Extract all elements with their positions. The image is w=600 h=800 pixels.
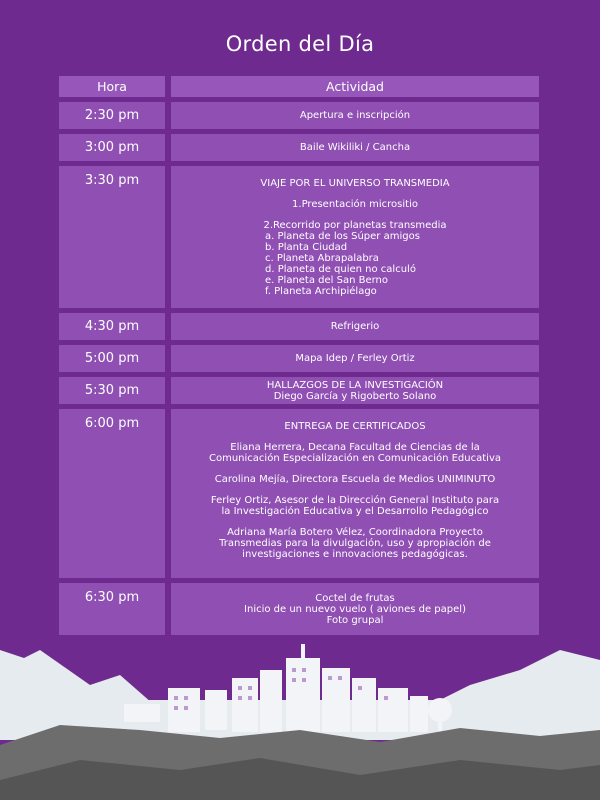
list-item: a. Planeta de los Súper amigos: [265, 231, 420, 242]
person-line: la Investigación Educativa y el Desarrollo Pedagógico: [221, 506, 489, 517]
activity-heading: ENTREGA DE CERTIFICADOS: [284, 421, 426, 432]
person-entry: [171, 474, 539, 485]
list-item: c. Planeta Abrapalabra: [265, 253, 379, 264]
activity-text: Baile Wikiliki / Cancha: [299, 142, 411, 153]
list-item: f. Planeta Archipiélago: [265, 286, 377, 297]
planet-list: [171, 231, 539, 297]
activity-heading: HALLAZGOS DE LA INVESTIGACIÓN: [266, 379, 444, 391]
activity-cell: [171, 102, 539, 129]
activity-cell: [171, 345, 539, 372]
time-cell: 5:30 pm: [59, 377, 165, 404]
activity-cell: [171, 134, 539, 161]
time-cell: 6:00 pm: [59, 409, 165, 578]
activity-text: Refrigerio: [330, 321, 380, 332]
activity-cell: [171, 166, 539, 308]
list-item: d. Planeta de quien no calculó: [265, 264, 416, 275]
activity-line: Inicio de un nuevo vuelo ( aviones de papel): [244, 603, 466, 615]
time-cell: 5:00 pm: [59, 345, 165, 372]
header-hora: Hora: [59, 76, 165, 97]
activity-line: Coctel de frutas: [315, 592, 395, 604]
activity-heading: VIAJE POR EL UNIVERSO TRANSMEDIA: [260, 178, 450, 189]
city-skyline-illustration: [0, 630, 600, 800]
person-entry: [171, 527, 539, 560]
page-title: Orden del Día: [225, 32, 375, 56]
person-entry: [171, 495, 539, 517]
person-line: investigaciones e innovaciones pedagógicas.: [242, 549, 468, 560]
activity-cell: [171, 377, 539, 404]
person-line: Ferley Ortiz, Asesor de la Dirección General Instituto para: [210, 495, 500, 506]
activity-item: 2.Recorrido por planetas transmedia: [263, 220, 447, 231]
person-entry: [171, 442, 539, 464]
activity-text: Mapa Idep / Ferley Ortiz: [295, 353, 415, 364]
activity-cell: [171, 313, 539, 340]
activity-line: Foto grupal: [326, 614, 384, 626]
time-cell: 3:30 pm: [59, 166, 165, 308]
activity-cell: [171, 409, 539, 578]
activity-subline: Diego García y Rigoberto Solano: [273, 390, 437, 402]
time-cell: 4:30 pm: [59, 313, 165, 340]
activity-item: 1.Presentación micrositio: [292, 199, 418, 210]
activity-cell: [171, 583, 539, 635]
time-cell: 3:00 pm: [59, 134, 165, 161]
person-line: Eliana Herrera, Decana Facultad de Ciencias de la: [230, 442, 480, 453]
list-item: e. Planeta del San Berno: [265, 275, 389, 286]
header-actividad: Actividad: [171, 76, 539, 97]
list-item: b. Planta Ciudad: [265, 242, 348, 253]
person-line: Adriana María Botero Vélez, Coordinadora Proyecto: [227, 527, 483, 538]
person-line: Comunicación Especialización en Comunicación Educativa: [209, 453, 501, 464]
activity-text: Apertura e inscripción: [299, 110, 411, 121]
time-cell: 6:30 pm: [59, 583, 165, 635]
person-line: Carolina Mejía, Directora Escuela de Medios UNIMINUTO: [214, 474, 496, 485]
time-cell: 2:30 pm: [59, 102, 165, 129]
person-line: Transmedias para la divulgación, uso y apropiación de: [219, 538, 491, 549]
